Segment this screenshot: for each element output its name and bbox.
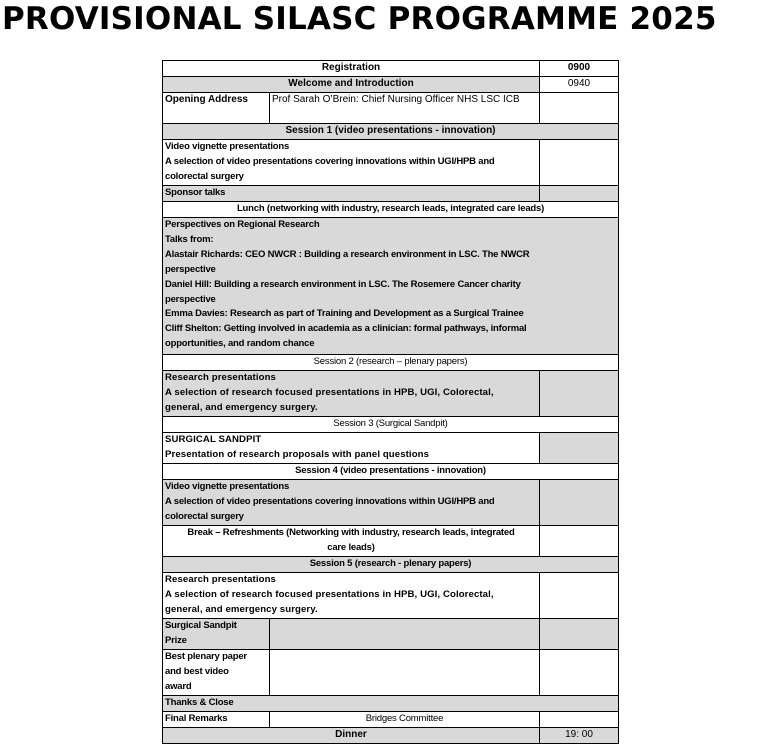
sandpit-desc: Presentation of research proposals with panel questions bbox=[165, 448, 430, 460]
break-time bbox=[540, 526, 619, 557]
research2-desc: A selection of research focused presentations in HPB, UGI, Colorectal, bbox=[165, 588, 494, 600]
session3-heading: Session 3 (Surgical Sandpit) bbox=[163, 417, 619, 433]
table-row bbox=[163, 526, 619, 557]
opening-time bbox=[540, 93, 619, 124]
perspectives-speaker-3: Emma Davies: Research as part of Training and Development as a Surgical Trainee bbox=[165, 308, 524, 320]
dinner-label: Dinner bbox=[163, 728, 540, 744]
session1-heading: Session 1 (video presentations - innovation) bbox=[163, 124, 619, 140]
research2-desc-2: general, and emergency surgery. bbox=[165, 603, 318, 615]
table-row bbox=[163, 433, 619, 464]
video2-time bbox=[540, 480, 619, 526]
table-row bbox=[163, 619, 619, 650]
best-paper-award bbox=[163, 650, 270, 696]
final-remarks-label: Final Remarks bbox=[163, 712, 270, 728]
registration-label: Registration bbox=[163, 61, 540, 77]
break-line-2: care leads) bbox=[327, 541, 375, 553]
video-vignette-2 bbox=[163, 480, 540, 526]
prize-time bbox=[540, 619, 619, 650]
table-row bbox=[163, 464, 619, 480]
research-presentations-1 bbox=[163, 371, 540, 417]
dinner-time: 19: 00 bbox=[540, 728, 619, 744]
table-row bbox=[163, 218, 619, 355]
welcome-time: 0940 bbox=[540, 77, 619, 93]
perspectives-speaker-4: Cliff Shelton: Getting involved in academia as a clinician: formal pathways, informal bbox=[165, 323, 527, 335]
research2-time bbox=[540, 573, 619, 619]
perspectives-speaker-4-cont: opportunities, and random chance bbox=[165, 338, 315, 350]
sandpit-prize bbox=[163, 619, 270, 650]
table-row bbox=[163, 557, 619, 573]
table-row bbox=[163, 186, 619, 202]
video1-time bbox=[540, 140, 619, 186]
lunch-row: Lunch (networking with industry, research leads, integrated care leads) bbox=[163, 202, 619, 218]
research1-time bbox=[540, 371, 619, 417]
table-row bbox=[163, 124, 619, 140]
research1-title: Research presentations bbox=[165, 372, 276, 383]
sponsor-time bbox=[540, 186, 619, 202]
best-line-1: Best plenary paper bbox=[165, 651, 247, 662]
perspectives-block bbox=[163, 218, 619, 355]
table-row bbox=[163, 696, 619, 712]
research-presentations-2 bbox=[163, 573, 540, 619]
sandpit-time bbox=[540, 433, 619, 464]
table-row bbox=[163, 202, 619, 218]
best-detail bbox=[270, 650, 540, 696]
research1-desc: A selection of research focused presentations in HPB, UGI, Colorectal, bbox=[165, 386, 494, 398]
video1-desc-2: colorectal surgery bbox=[165, 170, 244, 182]
opening-label: Opening Address bbox=[163, 93, 270, 124]
video2-title: Video vignette presentations bbox=[165, 481, 290, 492]
table-row bbox=[163, 371, 619, 417]
video1-title: Video vignette presentations bbox=[165, 141, 290, 152]
research1-desc-2: general, and emergency surgery. bbox=[165, 401, 318, 413]
table-row bbox=[163, 140, 619, 186]
perspectives-speaker-2: Daniel Hill: Building a research environment in LSC. The Rosemere Cancer charity bbox=[165, 278, 521, 290]
surgical-sandpit bbox=[163, 433, 540, 464]
perspectives-title: Perspectives on Regional Research bbox=[165, 219, 320, 230]
opening-speaker: Prof Sarah O’Brein: Chief Nursing Officer NHS LSC ICB bbox=[270, 93, 540, 124]
break-line-1: Break – Refreshments (Networking with industry, research leads, integrated bbox=[187, 527, 515, 538]
perspectives-talks: Talks from: bbox=[165, 233, 214, 245]
table-row bbox=[163, 712, 619, 728]
video-vignette-1 bbox=[163, 140, 540, 186]
perspectives-speaker-1-cont: perspective bbox=[165, 263, 216, 275]
video1-desc: A selection of video presentations covering innovations within UGI/HPB and bbox=[165, 155, 495, 167]
final-remarks-time bbox=[540, 712, 619, 728]
table-row bbox=[163, 573, 619, 619]
research2-title: Research presentations bbox=[165, 574, 276, 585]
table-row bbox=[163, 728, 619, 744]
table-row bbox=[163, 61, 619, 77]
break-refreshments bbox=[163, 526, 540, 557]
perspectives-speaker-2-cont: perspective bbox=[165, 293, 216, 305]
session4-heading: Session 4 (video presentations - innovation) bbox=[163, 464, 619, 480]
video2-desc-2: colorectal surgery bbox=[165, 510, 244, 522]
best-line-2: and best video bbox=[165, 665, 229, 677]
video2-desc: A selection of video presentations covering innovations within UGI/HPB and bbox=[165, 495, 495, 507]
best-time bbox=[540, 650, 619, 696]
perspectives-speaker-1: Alastair Richards: CEO NWCR : Building a research environment in LSC. The NWCR bbox=[165, 248, 530, 260]
thanks-close: Thanks & Close bbox=[163, 696, 619, 712]
table-row bbox=[163, 417, 619, 433]
sandpit-title: SURGICAL SANDPIT bbox=[165, 434, 262, 445]
session5-heading: Session 5 (research - plenary papers) bbox=[163, 557, 619, 573]
best-line-3: award bbox=[165, 680, 192, 692]
sponsor-talks: Sponsor talks bbox=[163, 186, 540, 202]
session2-heading: Session 2 (research – plenary papers) bbox=[163, 355, 619, 371]
table-row bbox=[163, 650, 619, 696]
prize-line-1: Surgical Sandpit bbox=[165, 620, 237, 631]
programme-table bbox=[162, 60, 619, 744]
welcome-label: Welcome and Introduction bbox=[163, 77, 540, 93]
final-remarks-speaker: Bridges Committee bbox=[270, 712, 540, 728]
prize-line-2: Prize bbox=[165, 634, 187, 646]
table-row bbox=[163, 77, 619, 93]
prize-detail bbox=[270, 619, 540, 650]
table-row bbox=[163, 480, 619, 526]
table-row bbox=[163, 355, 619, 371]
registration-time: 0900 bbox=[540, 61, 619, 77]
page-title: PROVISIONAL SILASC PROGRAMME 2025 bbox=[2, 1, 717, 37]
table-row bbox=[163, 93, 619, 124]
